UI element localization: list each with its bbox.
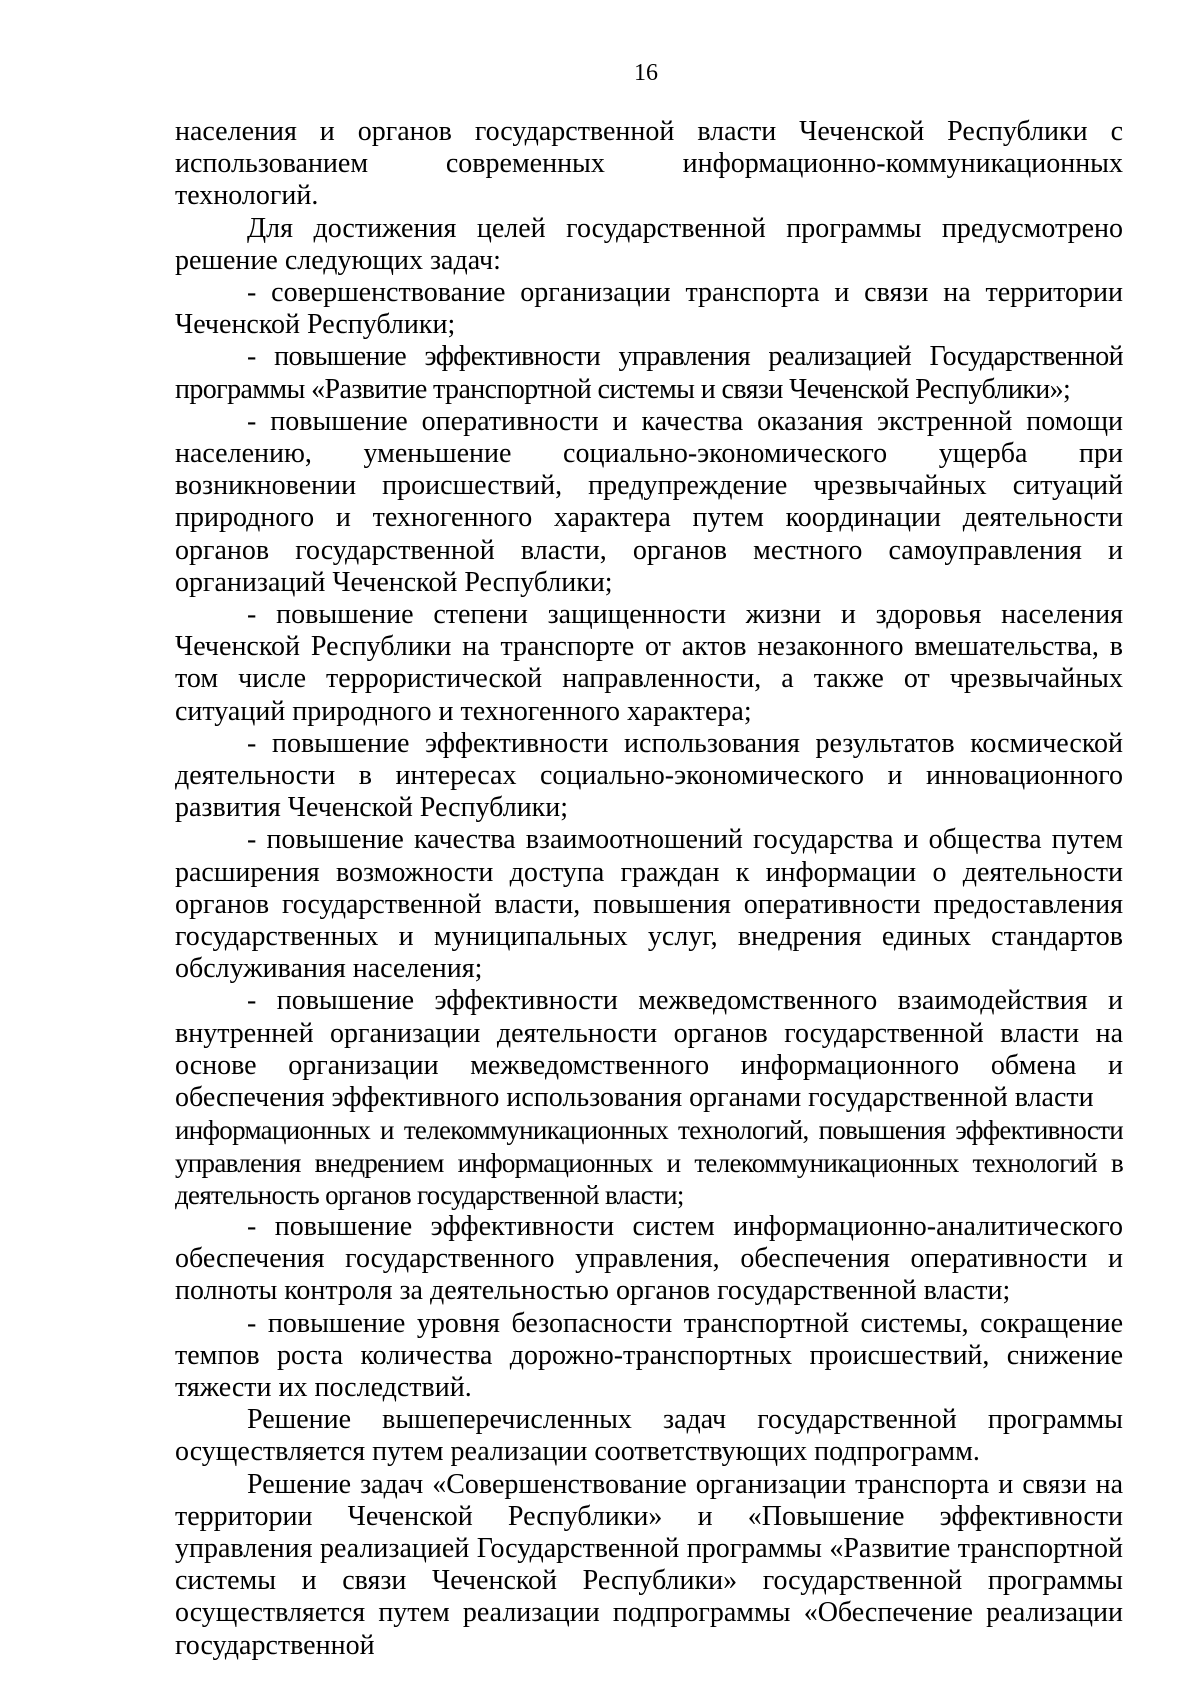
task-item-interagency-cooperation: - повышение эффективности межведомственного взаимодействия и внутренней организации деятельности органов государственной власти на основе организации межведомственного информационного обмена и обеспечения эффективного использования органами государственной власти	[175, 985, 1123, 1114]
task-item-space-activity: - повышение эффективности использования результатов космической деятельности в интересах социально-экономического и инновационного развития Чеченской Республики;	[175, 727, 1123, 824]
task-item-state-society-relations: - повышение качества взаимоотношений государства и общества путем расширения возможности доступа граждан к информации о деятельности органов государственной власти, повышения оперативности предоставления государственных и муниципальных услуг, внедрения единых стандартов обслуживания населения;	[175, 824, 1123, 985]
document-body	[175, 116, 1123, 1662]
task-item-interagency-cooperation-cont: информационных и телекоммуникационных технологий, повышения эффективности управления внедрением информационных и телекоммуникационных технологий в деятельность органов государственной власти;	[175, 1115, 1123, 1210]
paragraph-tasks-intro: Для достижения целей государственной программы предусмотрено решение следующих задач:	[175, 212, 1123, 276]
paragraph-continuation: населения и органов государственной власти Чеченской Республики с использованием современных информационно-коммуникационных технологий.	[175, 116, 1123, 212]
task-item-program-management: - повышение эффективности управления реализацией Государственной программы «Развитие транспортной системы и связи Чеченской Республики»;	[175, 341, 1123, 405]
task-item-transport-organization: - совершенствование организации транспорта и связи на территории Чеченской Республики;	[175, 277, 1123, 341]
page-number: 16	[634, 60, 658, 86]
task-item-analytical-systems: - повышение эффективности систем информационно-аналитического обеспечения государственного управления, обеспечения оперативности и полноты контроля за деятельностью органов государственной власти;	[175, 1210, 1123, 1307]
task-item-emergency-help: - повышение оперативности и качества оказания экстренной помощи населению, уменьшение социально-экономического ущерба при возникновении происшествий, предупреждение чрезвычайных ситуаций природного и техногенного характера путем координации деятельности органов государственной власти, органов местного самоуправления и организаций Чеченской Республики;	[175, 405, 1123, 598]
paragraph-subprograms: Решение вышеперечисленных задач государственной программы осуществляется путем реализации соответствующих подпрограмм.	[175, 1404, 1123, 1468]
paragraph-subprogram-implementation: Решение задач «Совершенствование организации транспорта и связи на территории Чеченской Республики» и «Повышение эффективности управления реализацией Государственной программы «Развитие транспортной системы и связи Чеченской Республики» государственной программы осуществляется путем реализации подпрограммы «Обеспечение реализации государственной	[175, 1468, 1123, 1661]
task-item-road-safety: - повышение уровня безопасности транспортной системы, сокращение темпов роста количества дорожно-транспортных происшествий, снижение тяжести их последствий.	[175, 1307, 1123, 1403]
task-item-transport-security: - повышение степени защищенности жизни и здоровья населения Чеченской Республики на транспорте от актов незаконного вмешательства, в том числе террористической направленности, а также от чрезвычайных ситуаций природного и техногенного характера;	[175, 599, 1123, 727]
